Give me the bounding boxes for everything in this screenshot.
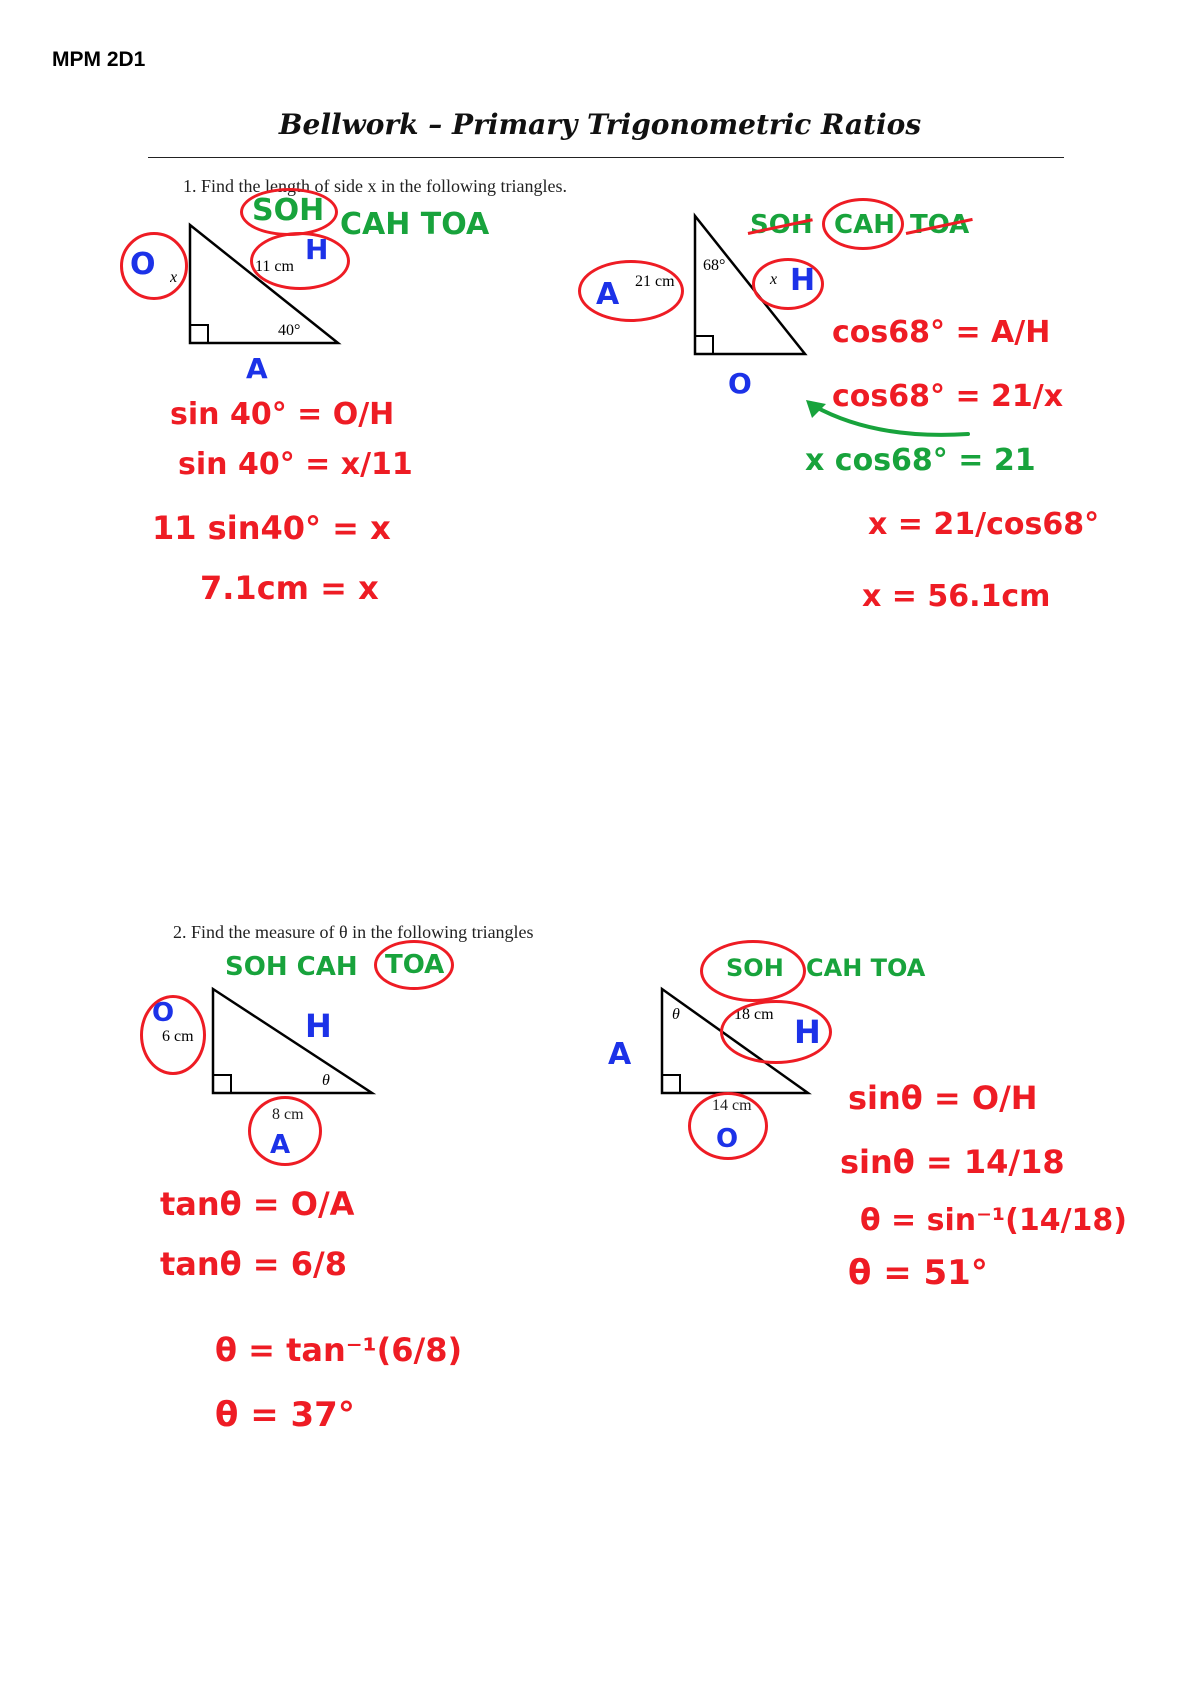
q1b-label-a: A bbox=[596, 277, 620, 312]
q1a-h-ring bbox=[250, 232, 350, 290]
q1b-side-hyp: x bbox=[770, 271, 778, 288]
q2b-step-4: θ = 51° bbox=[848, 1253, 988, 1293]
q2a-step-3: θ = tan⁻¹(6/8) bbox=[215, 1331, 463, 1369]
q1a-mnemonic-soh: SOH bbox=[252, 193, 325, 228]
q2a-step-2: tanθ = 6/8 bbox=[160, 1245, 347, 1283]
q1a-side-opp: x bbox=[170, 269, 178, 286]
q1a-step-2: sin 40° = x/11 bbox=[178, 447, 413, 482]
q1a-label-a: A bbox=[246, 352, 268, 385]
q1b-mnemonic-toa: TOA bbox=[910, 210, 970, 240]
q2b-label-o: O bbox=[716, 1124, 739, 1154]
q2b-label-a: A bbox=[608, 1037, 632, 1072]
q1a-angle-label: 40° bbox=[278, 322, 301, 339]
q1b-step-4: x = 21/cos68° bbox=[868, 507, 1100, 542]
q2a-label-h: H bbox=[305, 1007, 332, 1045]
q1a-mnemonic-rest: CAH TOA bbox=[340, 207, 490, 242]
q1b-step-2: cos68° = 21/x bbox=[832, 379, 1064, 414]
q2b-angle-label: θ bbox=[672, 1006, 680, 1023]
q2b-label-h: H bbox=[794, 1013, 821, 1051]
title-divider bbox=[148, 157, 1064, 158]
q2a-step-1: tanθ = O/A bbox=[160, 1185, 355, 1223]
question-1-prompt: 1. Find the length of side x in the following triangles. bbox=[183, 176, 567, 196]
q2b-mnemonic-rest: CAH TOA bbox=[806, 954, 926, 982]
q1b-mnemonic-cah: CAH bbox=[834, 210, 895, 240]
q1b-label-o: O bbox=[728, 367, 752, 400]
q2a-label-a: A bbox=[270, 1130, 291, 1160]
q1b-label-h: H bbox=[790, 263, 816, 298]
q2b-side-hyp: 18 cm bbox=[734, 1006, 774, 1023]
q1a-side-hyp: 11 cm bbox=[255, 258, 294, 275]
page-title: Bellwork – Primary Trigonometric Ratios bbox=[278, 108, 922, 141]
q1b-a-ring bbox=[578, 260, 684, 322]
q1b-mnemonic-soh: SOH bbox=[750, 210, 813, 240]
q1b-angle-label: 68° bbox=[703, 257, 726, 274]
q1a-label-o: O bbox=[130, 247, 156, 282]
q2a-label-o: O bbox=[152, 998, 175, 1028]
q1a-step-4: 7.1cm = x bbox=[200, 569, 379, 607]
q1a-label-h: H bbox=[305, 233, 329, 266]
q2b-mnemonic-soh: SOH bbox=[726, 954, 784, 982]
q2b-side-opp: 14 cm bbox=[712, 1097, 752, 1114]
q2b-step-3: θ = sin⁻¹(14/18) bbox=[860, 1203, 1127, 1238]
q2a-right-angle-mark bbox=[213, 1075, 231, 1093]
q2b-step-2: sinθ = 14/18 bbox=[840, 1143, 1065, 1181]
q1a-step-1: sin 40° = O/H bbox=[170, 397, 395, 432]
q2a-step-4: θ = 37° bbox=[215, 1395, 355, 1435]
q1a-step-3: 11 sin40° = x bbox=[152, 509, 391, 547]
q2a-mnemonic-rest: SOH CAH bbox=[225, 952, 358, 982]
q1a-right-angle-mark bbox=[190, 325, 208, 343]
q2a-side-opp: 6 cm bbox=[162, 1028, 194, 1045]
q2a-side-adj: 8 cm bbox=[272, 1106, 304, 1123]
q2a-mnemonic-toa: TOA bbox=[385, 950, 445, 980]
course-code: MPM 2D1 bbox=[52, 48, 146, 71]
q1b-arrow bbox=[796, 394, 976, 444]
q1b-right-angle-mark bbox=[695, 336, 713, 354]
q1b-arrow-curve bbox=[814, 406, 968, 435]
q1b-step-5: x = 56.1cm bbox=[862, 579, 1051, 614]
q2a-triangle bbox=[213, 989, 372, 1093]
q1b-step-1: cos68° = A/H bbox=[832, 315, 1051, 350]
q2b-right-angle-mark bbox=[662, 1075, 680, 1093]
q1b-side-label: 21 cm bbox=[635, 273, 675, 290]
q2b-step-1: sinθ = O/H bbox=[848, 1079, 1038, 1117]
question-2-prompt: 2. Find the measure of θ in the following triangles bbox=[173, 922, 534, 942]
q2a-angle-label: θ bbox=[322, 1072, 330, 1089]
q1b-step-3: x cos68° = 21 bbox=[805, 443, 1036, 478]
